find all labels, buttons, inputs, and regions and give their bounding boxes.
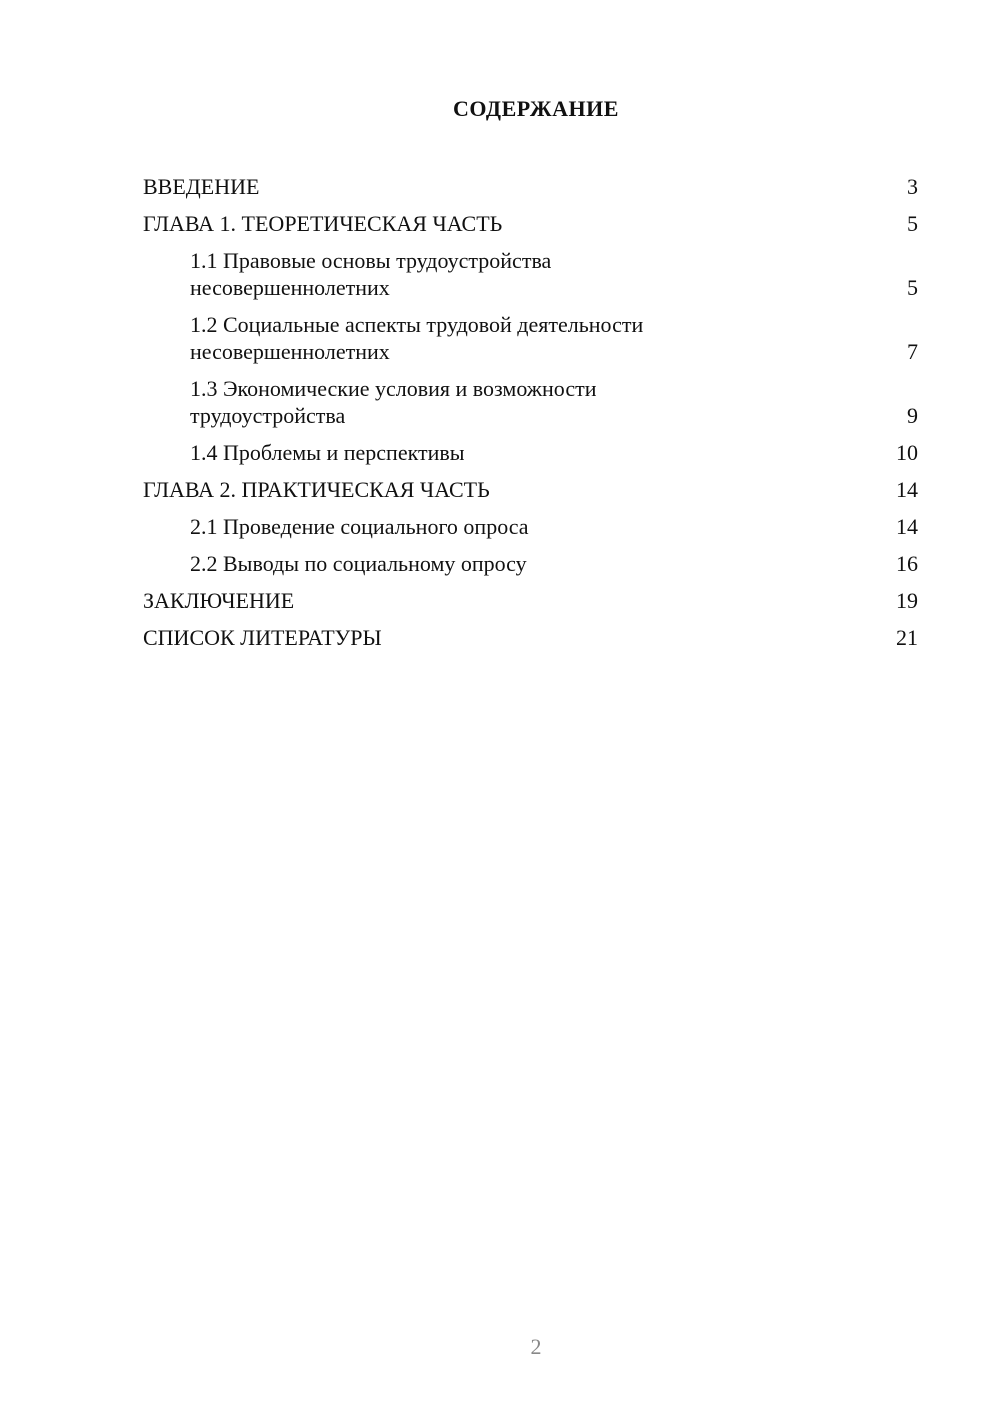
page-title: СОДЕРЖАНИЕ (453, 96, 619, 121)
toc-entry-page: 9 (907, 403, 918, 428)
toc-entry-section-1-1[interactable] (143, 242, 918, 306)
table-of-contents (143, 168, 918, 656)
toc-entry-page: 5 (907, 275, 918, 300)
toc-entry-page: 14 (896, 477, 918, 502)
toc-entry-label: 1.2 Социальные аспекты трудовой деятельности несовершеннолетних (190, 312, 644, 364)
toc-entry-page: 21 (896, 625, 918, 650)
toc-entry-page: 16 (896, 551, 918, 576)
toc-entry-section-1-2[interactable] (143, 306, 918, 370)
toc-entry-page: 14 (896, 514, 918, 539)
toc-entry-conclusion[interactable] (143, 582, 918, 619)
toc-entry-page: 19 (896, 588, 918, 613)
toc-entry-references[interactable] (143, 619, 918, 656)
toc-entry-section-2-2[interactable] (143, 545, 918, 582)
toc-entry-label: СПИСОК ЛИТЕРАТУРЫ (143, 625, 382, 650)
toc-entry-introduction[interactable] (143, 168, 918, 205)
toc-entry-section-1-4[interactable] (143, 434, 918, 471)
toc-entry-page: 10 (896, 440, 918, 465)
toc-entry-label: 2.2 Выводы по социальному опросу (190, 551, 527, 576)
toc-entry-chapter-1[interactable] (143, 205, 918, 242)
page-number: 2 (530, 1334, 542, 1359)
toc-entry-section-2-1[interactable] (143, 508, 918, 545)
toc-entry-section-1-3[interactable] (143, 370, 918, 434)
toc-entry-label: 1.3 Экономические условия и возможности трудоустройства (190, 376, 597, 428)
toc-entry-page: 3 (907, 174, 918, 199)
toc-entry-label: ГЛАВА 1. ТЕОРЕТИЧЕСКАЯ ЧАСТЬ (143, 211, 503, 236)
toc-entry-label: 1.4 Проблемы и перспективы (190, 440, 465, 465)
toc-entry-label: ГЛАВА 2. ПРАКТИЧЕСКАЯ ЧАСТЬ (143, 477, 490, 502)
toc-entry-label: ВВЕДЕНИЕ (143, 174, 260, 199)
toc-entry-page: 7 (907, 339, 918, 364)
toc-entry-label: 1.1 Правовые основы трудоустройства несовершеннолетних (190, 248, 552, 300)
toc-entry-page: 5 (907, 211, 918, 236)
toc-entry-label: ЗАКЛЮЧЕНИЕ (143, 588, 295, 613)
toc-entry-label: 2.1 Проведение социального опроса (190, 514, 529, 539)
toc-entry-chapter-2[interactable] (143, 471, 918, 508)
